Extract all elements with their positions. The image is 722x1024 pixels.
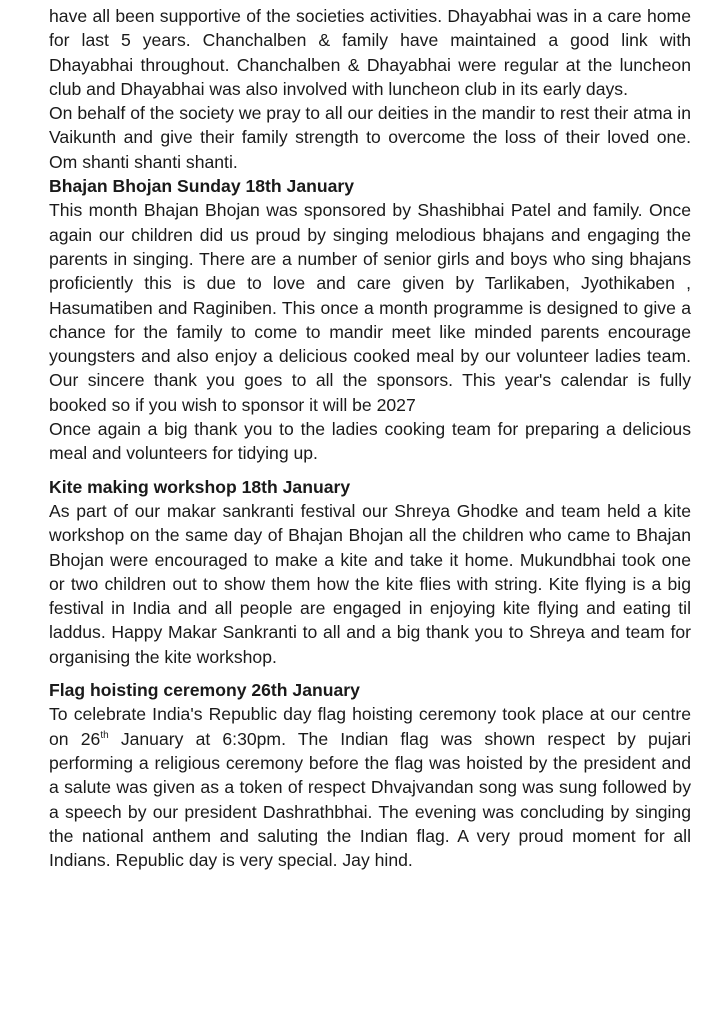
bhajan-bhojan-thanks-paragraph: Once again a big thank you to the ladies cooking team for preparing a delicious meal and volunteers for tidying up. <box>49 419 691 464</box>
flag-hoisting-heading: Flag hoisting ceremony 26th January <box>49 680 360 701</box>
kite-workshop-paragraph: As part of our makar sankranti festival our Shreya Ghodke and team held a kite workshop on the same day of Bhajan Bhojan all the children who came to Bhajan Bhojan were encouraged to make a kite and take it home. Mukundbhai took one or two children out to show them how the kite flies with string. Kite flying is a big festival in India and all people are engaged in enjoying kite flying and eating til laddus. Happy Makar Sankranti to all and a big thank you to Shreya and team for organising the kite workshop. <box>49 500 691 667</box>
intro-paragraph: have all been supportive of the societies activities. Dhayabhai was in a care home for last 5 years. Chanchalben & family have maintained a good link with Dhayabhai throughout. Chanchalben & Dhayabhai were regular at the luncheon club and Dhayabhai was also involved with luncheon club in its early days. <box>49 6 691 99</box>
kite-workshop-section <box>49 475 691 669</box>
bhajan-bhojan-heading: Bhajan Bhojan Sunday 18th January <box>49 176 355 197</box>
flag-text-before-date: To celebrate India's Republic day flag hoisting ceremony took place at our centre on 26 <box>49 704 691 749</box>
bhajan-bhojan-paragraph: This month Bhajan Bhojan was sponsored by Shashibhai Patel and family. Once again our children did us proud by singing melodious bhajans and engaging the parents in singing. There are a number of senior girls and boys who sing bhajans proficiently this is due to love and care given by Tarlikaben, Jyothikaben , Hasumatiben and Raginiben. This once a month programme is designed to give a chance for the family to come to mandir meet like minded parents encourage youngsters and also enjoy a delicious cooked meal by our volunteer ladies team. Our sincere thank you goes to all the sponsors. This year's calendar is fully booked so if you wish to sponsor it will be 2027 <box>49 200 691 415</box>
date-ordinal-suffix: th <box>100 729 109 741</box>
newsletter-page <box>49 4 691 872</box>
flag-hoisting-section <box>49 678 691 872</box>
condolence-paragraph: On behalf of the society we pray to all our deities in the mandir to rest their atma in Vaikunth and give their family strength to overcome the loss of their loved one. Om shanti shanti shanti. <box>49 103 691 172</box>
intro-section <box>49 4 691 174</box>
flag-text-after-date: January at 6:30pm. The Indian flag was shown respect by pujari performing a religious ceremony before the flag was hoisted by the president and a salute was given as a token of respect Dhvajvandan song was sung followed by a speech by our president Dashrathbhai. The evening was concluding by singing the national anthem and saluting the Indian flag. A very proud moment for all Indians. Republic day is very special. Jay hind. <box>49 728 692 871</box>
kite-workshop-heading: Kite making workshop 18th January <box>49 476 351 497</box>
bhajan-bhojan-section <box>49 174 691 466</box>
flag-hoisting-paragraph <box>49 702 691 872</box>
